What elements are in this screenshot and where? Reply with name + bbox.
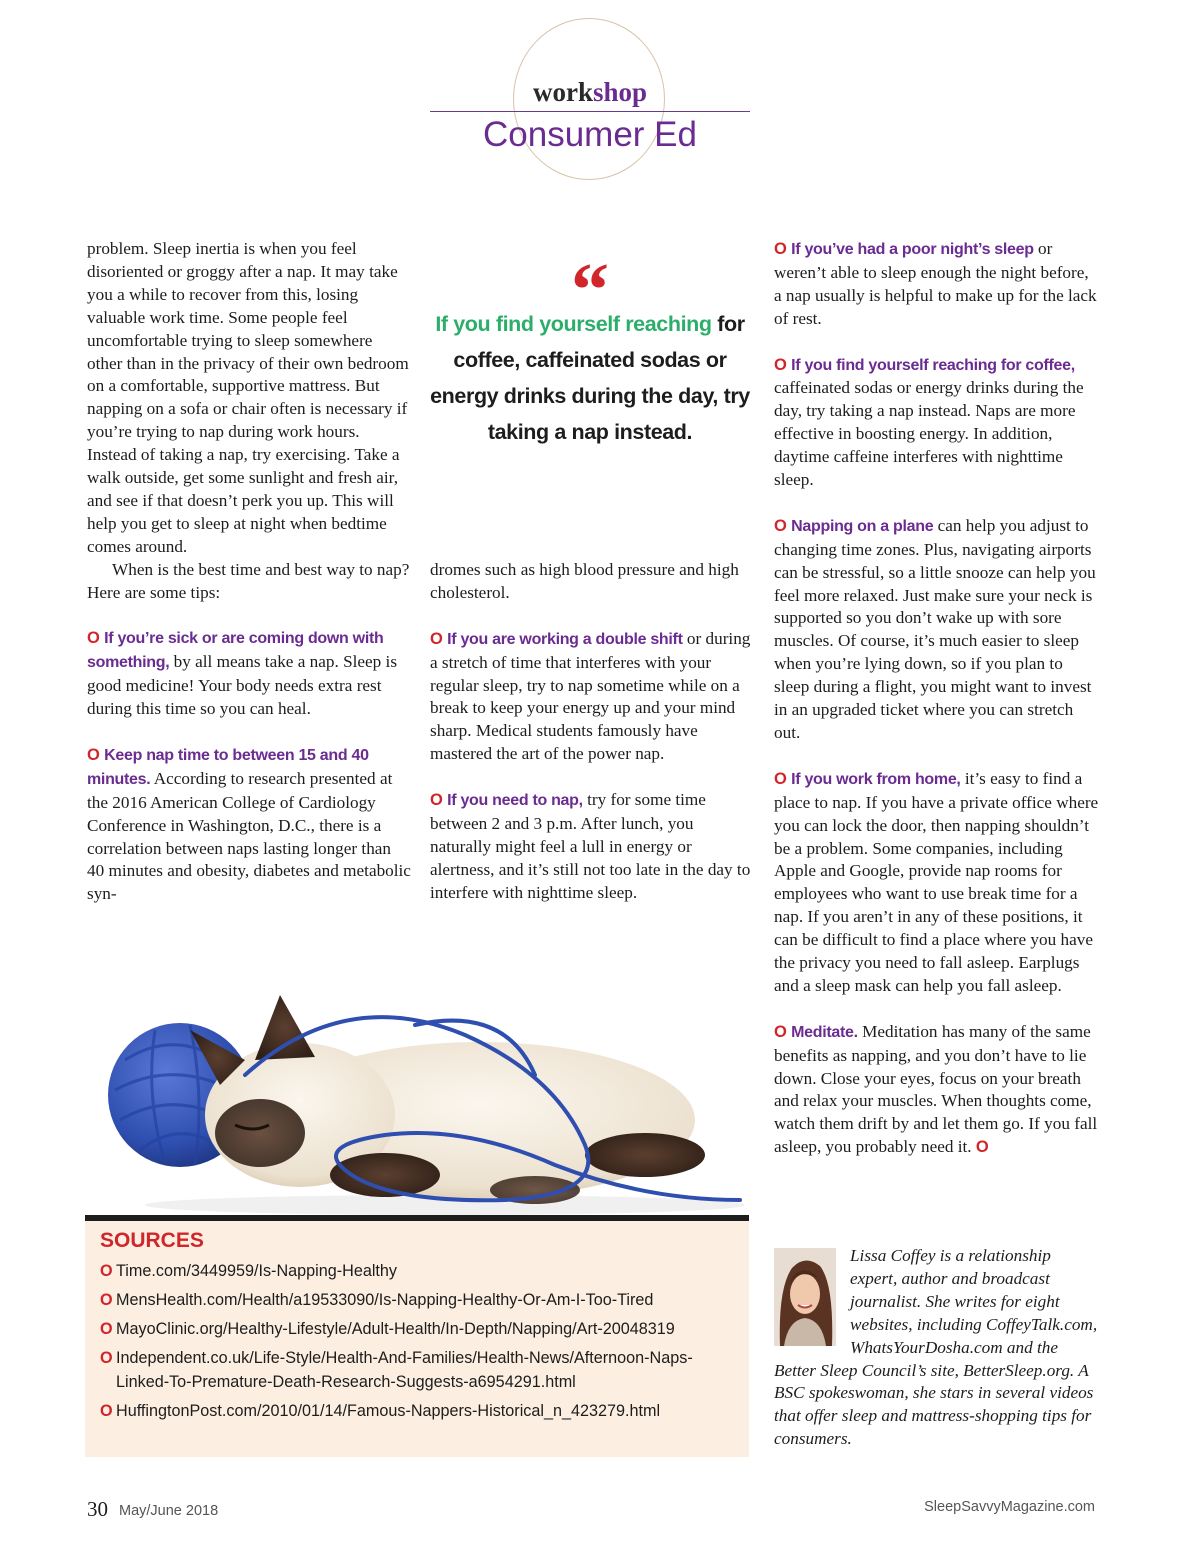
bullet-icon: O <box>87 629 100 648</box>
tip-body: caffeinated sodas or energy drinks during the day, try taking a nap instead. Naps are more effective in boosting energy. In addition, daytime caffeine interferes with nighttime sleep. <box>774 378 1084 490</box>
tip-item <box>774 354 1100 492</box>
pull-quote <box>430 306 750 450</box>
pull-quote-text: for coffee, caffeinated sodas or energy drinks during the day, try taking a nap instead. <box>430 312 750 444</box>
section-label-part-shop: shop <box>592 77 648 107</box>
author-bio <box>774 1245 1100 1451</box>
department-title: Consumer Ed <box>483 115 697 154</box>
issue-date: May/June 2018 <box>119 1503 219 1519</box>
source-item <box>100 1346 730 1394</box>
tip-heading: If you’re sick or are coming down with something, <box>87 630 384 672</box>
tip-heading: If you’ve had a poor night’s sleep <box>791 241 1034 258</box>
bullet-icon: O <box>774 355 787 374</box>
paragraph: dromes such as high blood pressure and high cholesterol. <box>430 560 739 602</box>
source-item <box>100 1288 730 1312</box>
section-label-part-work: work <box>532 77 593 107</box>
page-number: 30 <box>87 1497 108 1521</box>
tip-item <box>774 1021 1100 1159</box>
bullet-icon: O <box>87 745 100 764</box>
bullet-icon: O <box>100 1262 113 1280</box>
source-item <box>100 1259 730 1283</box>
tip-heading: Napping on a plane <box>791 517 934 535</box>
author-bio-text: Lissa Coffey is a relationship expert, author and broadcast journalist. She writes for eight websites, including CoffeyTalk.com, WhatsYourDosha.com and the Better Sleep Council’s site, BetterSleep.org. A BSC spokeswoman, she stars in several videos that offer sleep and mattress-shopping tips for consumers. <box>774 1246 1098 1449</box>
tip-body: by all means take a nap. Sleep is good medicine! Your body needs extra rest during this time so you can heal. <box>87 652 398 719</box>
bullet-icon: O <box>430 629 443 648</box>
tip-body: try for some time between 2 and 3 p.m. After lunch, you naturally might feel a lull in energy or alertness, and it’s still not too late in the day to interfere with nighttime sleep. <box>430 790 751 902</box>
tip-item <box>774 515 1100 745</box>
tip-heading: If you find yourself reaching for coffee, <box>791 356 1075 374</box>
bullet-icon: O <box>100 1402 113 1420</box>
tip-heading: If you work from home, <box>791 770 961 788</box>
column-1 <box>87 238 412 906</box>
tip-item <box>430 789 752 905</box>
source-item <box>100 1399 730 1423</box>
source-link[interactable]: MensHealth.com/Health/a19533090/Is-Napping-Healthy-Or-Am-I-Too-Tired <box>116 1291 654 1309</box>
quote-mark-icon: “ <box>571 248 609 332</box>
tip-body: can help you adjust to changing time zones. Plus, navigating airports can be stressful, so a little snooze can help you feel more relaxed. Just make sure your neck is supported so you don’t wake up with sore muscles. Of course, it’s much easier to sleep when you’re lying down, so if you plan to sleep during a flight, you might want to invest in an upgraded ticket where you can stretch out. <box>774 515 1096 742</box>
tip-item <box>774 238 1100 331</box>
bullet-icon: O <box>100 1291 113 1309</box>
tip-heading: Meditate. <box>791 1023 858 1041</box>
bullet-icon: O <box>100 1349 113 1367</box>
source-link[interactable]: Time.com/3449959/Is-Napping-Healthy <box>116 1262 398 1280</box>
bullet-icon: O <box>774 516 787 535</box>
bullet-icon: O <box>774 1022 787 1041</box>
magazine-site: SleepSavvyMagazine.com <box>924 1499 1095 1515</box>
tip-body: it’s easy to find a place to nap. If you have a private office where you can lock the door, then napping shouldn’t be a problem. Some companies, including Apple and Google, provide nap rooms for employees who want to use break time for a nap. If you aren’t in any of these positions, it can be difficult to find a place where you have the privacy you need to fall asleep. Earplugs and a sleep mask can help you fall asleep. <box>774 768 1099 995</box>
pull-quote-highlight: If you find yourself reaching <box>435 312 712 336</box>
sources-title: SOURCES <box>100 1229 204 1252</box>
tip-item <box>87 627 412 721</box>
tip-heading: If you are working a double shift <box>447 630 683 648</box>
bullet-icon: O <box>100 1320 113 1338</box>
source-link[interactable]: HuffingtonPost.com/2010/01/14/Famous-Nappers-Historical_n_423279.html <box>116 1402 661 1420</box>
source-link[interactable]: Independent.co.uk/Life-Style/Health-And-Families/Health-News/Afternoon-Naps-Linked-To-Premature-Death-Research-Suggests-a6954291.html <box>116 1349 693 1391</box>
tip-item <box>774 768 1100 998</box>
tip-body: or during a stretch of time that interferes with your regular sleep, try to nap sometime while on a break to keep your energy up and your mind sharp. Medical students famously have mastered the art of the power nap. <box>430 628 751 764</box>
sleeping-kitten-image <box>85 965 750 1215</box>
tip-heading: If you need to nap, <box>447 792 583 810</box>
sources-list <box>100 1259 730 1428</box>
paragraph: When is the best time and best way to nap? Here are some tips: <box>87 559 410 602</box>
tip-item <box>87 744 412 906</box>
source-item <box>100 1317 730 1341</box>
paragraph: problem. Sleep inertia is when you feel disoriented or groggy after a nap. It may take you a while to recover from this, losing valuable work time. Some people feel uncomfortable trying to sleep somewhere other than in the privacy of their own bedroom on a comfortable, supportive mattress. But napping on a sofa or chair often is necessary if you’re trying to nap during work hours. Instead of taking a nap, try exercising. Take a walk outside, get some sunlight and fresh air, and see if that doesn’t perk you up. This will help you get to sleep at night when bedtime comes around. <box>87 239 409 556</box>
tip-body: or weren’t able to sleep enough the night before, a nap usually is helpful to make up for the lack of rest. <box>774 239 1097 328</box>
tip-heading: Keep nap time to between 15 and 40 minutes. <box>87 746 369 788</box>
tip-body: According to research presented at the 2016 American College of Cardiology Conference in Washington, D.C., there is a correlation between naps lasting longer than 40 minutes and obesity, diabetes and metabolic syn- <box>87 768 411 904</box>
bullet-icon: O <box>430 791 443 810</box>
section-label <box>430 74 750 110</box>
bullet-icon: O <box>774 240 787 258</box>
column-3 <box>774 238 1100 1159</box>
tip-body: Meditation has many of the same benefits as napping, and you don’t have to lie down. Close your eyes, focus on your breath and relax your muscles. When thoughts come, watch them drift by and let them go. If you fall asleep, you probably need it. <box>774 1021 1098 1157</box>
source-link[interactable]: MayoClinic.org/Healthy-Lifestyle/Adult-Health/In-Depth/Napping/Art-20048319 <box>116 1320 675 1338</box>
header-rule <box>430 111 750 112</box>
column-2 <box>430 559 752 905</box>
tip-item <box>430 628 752 766</box>
end-mark-icon: O <box>975 1138 989 1157</box>
bullet-icon: O <box>774 769 787 788</box>
